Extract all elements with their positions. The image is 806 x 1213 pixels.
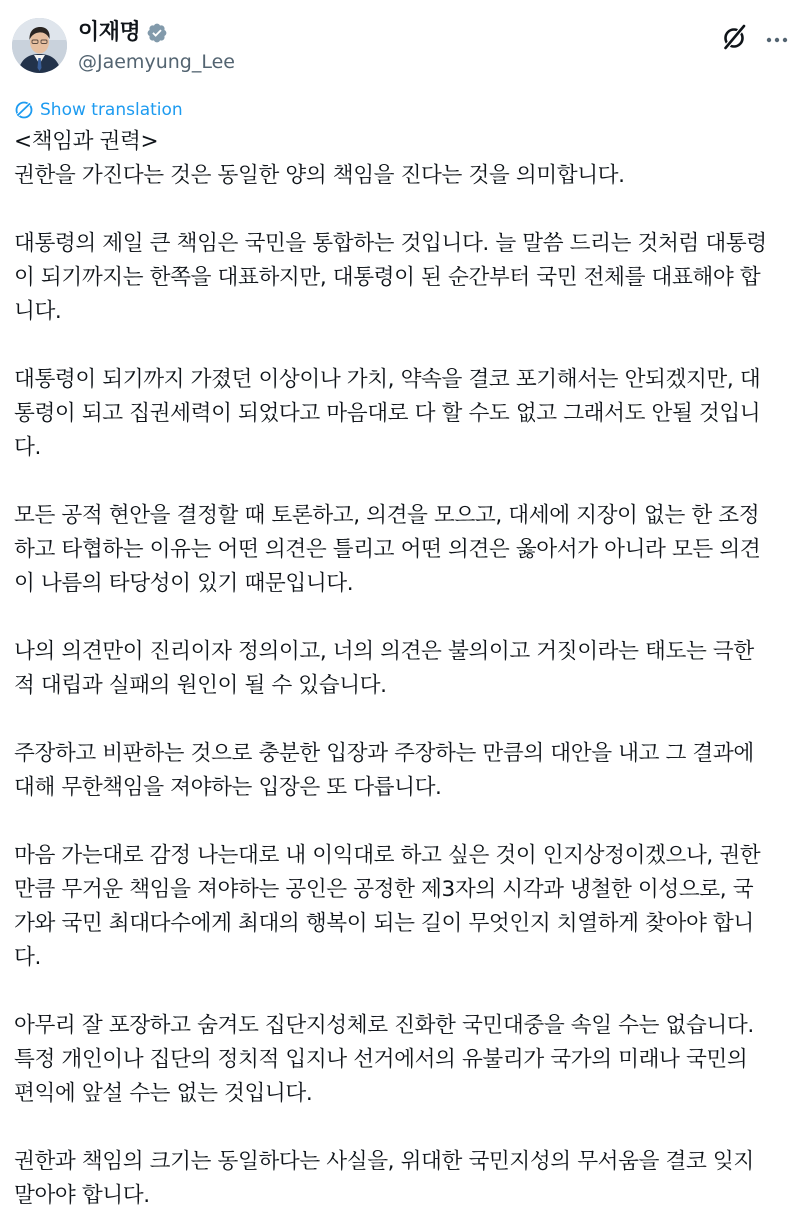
verified-badge-icon[interactable]	[146, 22, 168, 44]
grok-icon[interactable]	[720, 22, 750, 52]
author-handle[interactable]: @Jaemyung_Lee	[78, 51, 235, 73]
author-name-row	[78, 20, 168, 46]
tweet-paragraph: 대통령이 되기까지 가졌던 이상이나 가치, 약속을 결코 포기해서는 안되겠지만, 대 통령이 되고 집권세력이 되었다고 마음대로 다 할 수도 없고 그래서도 안될 것입니 다.	[14, 367, 761, 460]
avatar[interactable]	[12, 18, 67, 73]
show-translation-label: Show translation	[40, 100, 183, 120]
tweet-paragraph: 마음 가는대로 감정 나는대로 내 이익대로 하고 싶은 것이 인지상정이겠으나, 권한 만큼 무거운 책임을 져야하는 공인은 공정한 제3자의 시각과 냉철한 이성으로, 국 가와 국민 최대다수에게 최대의 행복이 되는 길이 무엇인지 치열하게 찾아야 합니 다.	[14, 843, 761, 970]
tweet-paragraph: 아무리 잘 포장하고 숨겨도 집단지성체로 진화한 국민대중을 속일 수는 없습니다. 특정 개인이나 집단의 정치적 입지나 선거에서의 유불리가 국가의 미래나 국민의 편익에 앞설 수는 없는 것입니다.	[14, 1013, 754, 1106]
tweet-paragraph: <책임과 권력> 권한을 가진다는 것은 동일한 양의 책임을 진다는 것을 의미합니다.	[14, 129, 625, 188]
more-options-icon[interactable]	[762, 22, 792, 52]
tweet-text	[14, 125, 796, 1213]
tweet-paragraph: 모든 공적 현안을 결정할 때 토론하고, 의견을 모으고, 대세에 지장이 없는 한 조정 하고 타협하는 이유는 어떤 의견은 틀리고 어떤 의견은 옳아서가 아니라 모든 의견 이 나름의 타당성이 있기 때문입니다.	[14, 503, 761, 596]
show-translation-link[interactable]	[14, 99, 183, 121]
tweet-header	[12, 14, 794, 78]
tweet-paragraph: 나의 의견만이 진리이자 정의이고, 너의 의견은 불의이고 거짓이라는 태도는 극한 적 대립과 실패의 원인이 될 수 있습니다.	[14, 639, 754, 698]
tweet-paragraph: 권한과 책임의 크기는 동일하다는 사실을, 위대한 국민지성의 무서움을 결코 잊지 말아야 합니다.	[14, 1149, 754, 1208]
author-display-name[interactable]: 이재명	[78, 20, 141, 45]
tweet-paragraph: 주장하고 비판하는 것으로 충분한 입장과 주장하는 만큼의 대안을 내고 그 결과에 대해 무한책임을 져야하는 입장은 또 다릅니다.	[14, 741, 754, 800]
translate-icon	[14, 100, 34, 120]
tweet-paragraph: 대통령의 제일 큰 책임은 국민을 통합하는 것입니다. 늘 말씀 드리는 것처럼 대통령 이 되기까지는 한쪽을 대표하지만, 대통령이 된 순간부터 국민 전체를 대표해야 합 니다.	[14, 231, 767, 324]
